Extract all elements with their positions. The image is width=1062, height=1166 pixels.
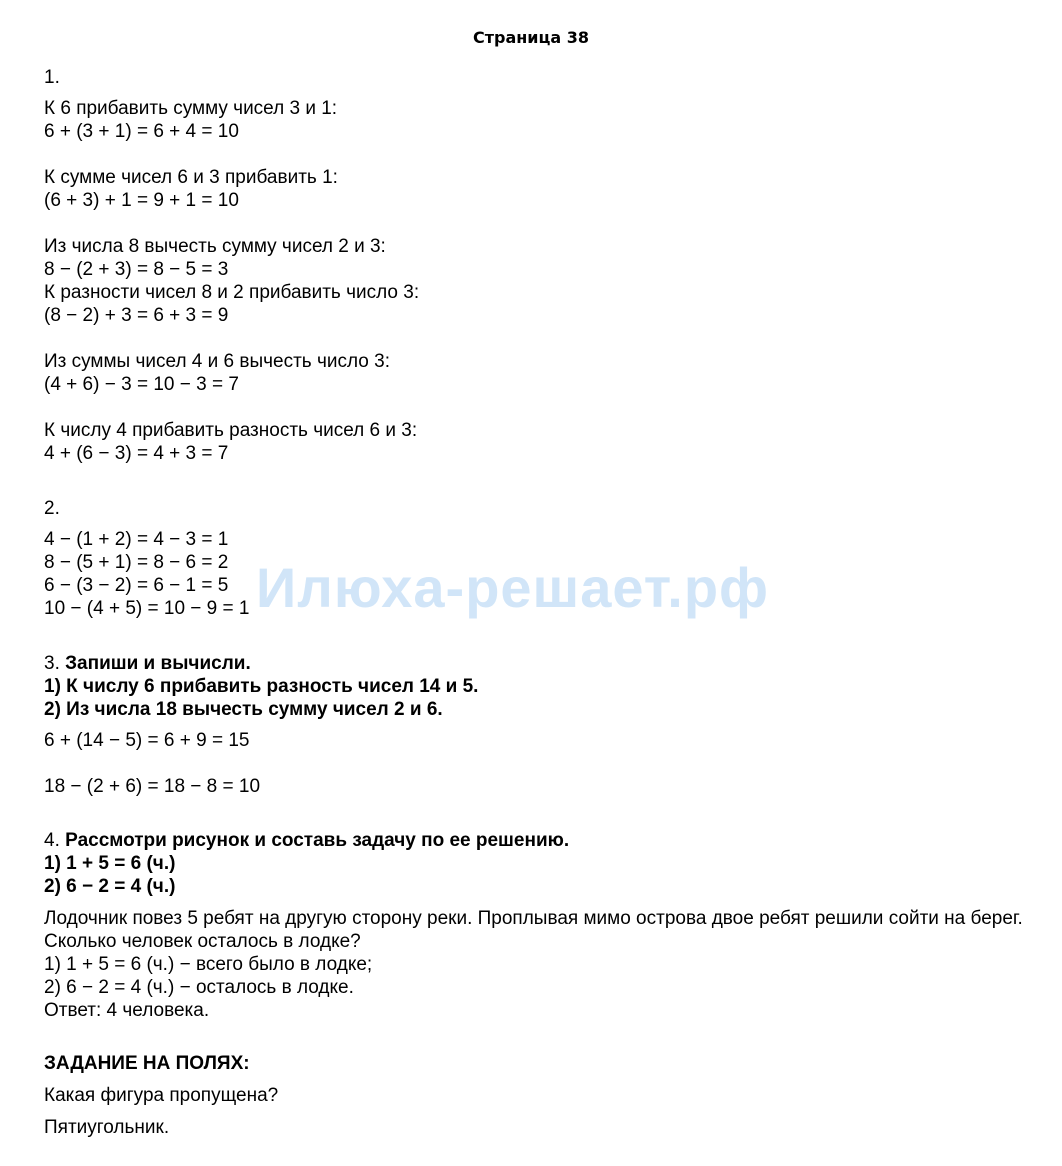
task-1-line: К 6 прибавить сумму чисел 3 и 1:	[44, 98, 338, 119]
task-1-line: К сумме чисел 6 и 3 прибавить 1:	[44, 167, 338, 188]
task-4-story: Лодочник повез 5 ребят на другую сторону реки. Проплывая мимо острова двое ребят решили сойти на берег. Сколько человек осталось в лодке?	[44, 908, 1023, 952]
task-2-line: 8 − (5 + 1) = 8 − 6 = 2	[44, 552, 229, 573]
task-2-line: 6 − (3 − 2) = 6 − 1 = 5	[44, 575, 229, 596]
task-3-answer: 6 + (14 − 5) = 6 + 9 = 15	[44, 730, 250, 751]
task-1-line: 6 + (3 + 1) = 6 + 4 = 10	[44, 121, 239, 142]
task-1-number: 1.	[44, 67, 60, 88]
task-2-line: 10 − (4 + 5) = 10 − 9 = 1	[44, 598, 250, 619]
task-4-answer: Ответ: 4 человека.	[44, 1000, 210, 1021]
task-1-line: (8 − 2) + 3 = 6 + 3 = 9	[44, 305, 229, 326]
margin-task-heading: ЗАДАНИЕ НА ПОЛЯХ:	[44, 1053, 250, 1074]
task-1-line: К числу 4 прибавить разность чисел 6 и 3:	[44, 420, 418, 441]
task-4-item: 2) 6 − 2 = 4 (ч.)	[44, 876, 176, 897]
task-3-answer: 18 − (2 + 6) = 18 − 8 = 10	[44, 776, 261, 797]
margin-task-question: Какая фигура пропущена?	[44, 1085, 279, 1106]
margin-task-answer: Пятиугольник.	[44, 1117, 170, 1138]
watermark: Илюха-решает.рф	[256, 556, 770, 619]
task-4-solution-line: 2) 6 − 2 = 4 (ч.) − осталось в лодке.	[44, 977, 354, 998]
task-4-item: 1) 1 + 5 = 6 (ч.)	[44, 853, 176, 874]
task-1-line: (6 + 3) + 1 = 9 + 1 = 10	[44, 190, 239, 211]
task-1-line: (4 + 6) − 3 = 10 − 3 = 7	[44, 374, 239, 395]
page-title: Страница 38	[472, 28, 590, 47]
task-3-heading-line	[44, 653, 251, 675]
task-4-solution-line: 1) 1 + 5 = 6 (ч.) − всего было в лодке;	[44, 954, 373, 975]
task-4-number: 4.	[44, 830, 60, 851]
task-2-line: 4 − (1 + 2) = 4 − 3 = 1	[44, 529, 229, 550]
task-2-number: 2.	[44, 498, 60, 519]
task-3-item: 2) Из числа 18 вычесть сумму чисел 2 и 6.	[44, 699, 443, 720]
task-1-line: 4 + (6 − 3) = 4 + 3 = 7	[44, 443, 229, 464]
task-3-item: 1) К числу 6 прибавить разность чисел 14 и 5.	[44, 676, 479, 697]
task-1-line: Из числа 8 вычесть сумму чисел 2 и 3:	[44, 236, 386, 257]
task-3-number: 3.	[44, 653, 60, 674]
task-1-line: 8 − (2 + 3) = 8 − 5 = 3	[44, 259, 229, 280]
task-4-heading-line	[44, 830, 569, 852]
task-3-heading: Запиши и вычисли.	[65, 653, 251, 674]
task-4-heading: Рассмотри рисунок и составь задачу по ее решению.	[65, 830, 570, 851]
task-1-line: К разности чисел 8 и 2 прибавить число 3:	[44, 282, 420, 303]
task-1-line: Из суммы чисел 4 и 6 вычесть число 3:	[44, 351, 390, 372]
